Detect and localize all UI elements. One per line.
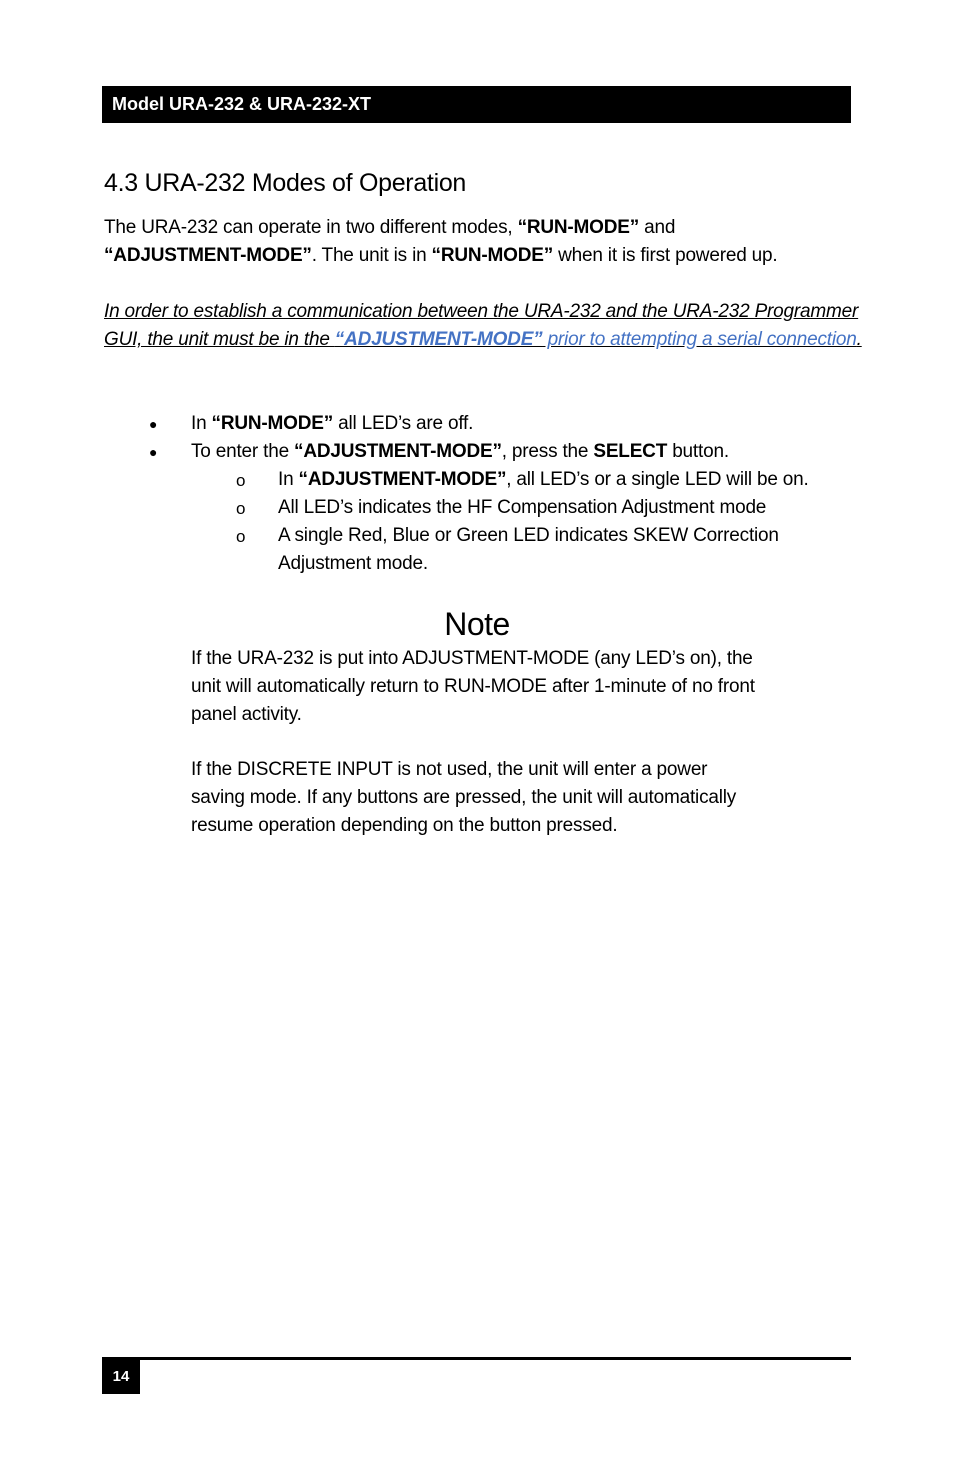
footer-rule	[102, 1357, 851, 1360]
section-title: 4.3 URA-232 Modes of Operation	[104, 169, 467, 197]
page-number: 14	[102, 1360, 140, 1394]
mode-bullet-list	[104, 410, 864, 578]
intro-paragraph: The URA-232 can operate in two different modes, “RUN-MODE” and “ADJUSTMENT-MODE”. The unit is in “RUN-MODE” when it is first powered up.	[104, 217, 778, 266]
list-item: ● In “RUN-MODE” all LED’s are off.	[104, 410, 864, 438]
sub-list-item: o All LED’s indicates the HF Compensation Adjustment mode	[191, 494, 864, 522]
serial-connection-text: prior to attempting a serial connection	[542, 329, 857, 350]
list-item: ● To enter the “ADJUSTMENT-MODE”, press the SELECT button. o In “ADJUSTMENT-MODE”, all LED’s or a single LED will be on. o All LED’s indicates the HF Compensation Adjustment mode o A single Red, Blue or Green LED indicates SKEW Correction Adjustment mode.	[104, 438, 864, 578]
bullet-icon: ●	[149, 444, 158, 460]
bullet-icon: ●	[149, 416, 158, 432]
sub-bullet-list	[191, 466, 864, 578]
note-paragraph-1: If the URA-232 is put into ADJUSTMENT-MODE (any LED’s on), the unit will automatically return to RUN-MODE after 1-minute of no front panel activity.	[191, 648, 755, 725]
sub-list-item: o In “ADJUSTMENT-MODE”, all LED’s or a single LED will be on.	[191, 466, 864, 494]
circle-bullet-icon: o	[236, 499, 246, 518]
header-bar	[102, 86, 851, 123]
adjustment-mode-emphasis: “ADJUSTMENT-MODE”	[334, 329, 543, 350]
note-title: Note	[444, 606, 510, 642]
note-paragraph-2: If the DISCRETE INPUT is not used, the unit will enter a power saving mode. If any buttons are pressed, the unit will automatically resume operation depending on the button pressed.	[191, 759, 737, 836]
sub-list-item: o A single Red, Blue or Green LED indicates SKEW Correction Adjustment mode.	[236, 525, 779, 574]
header-title: Model URA-232 & URA-232-XT	[112, 94, 372, 114]
circle-bullet-icon: o	[236, 471, 246, 490]
circle-bullet-icon: o	[236, 527, 246, 546]
warning-paragraph: In order to establish a communication between the URA-232 and the URA-232 Programmer GUI, the unit must be in the “ADJUSTMENT-MODE” prior to attempting a serial connection.	[104, 301, 862, 350]
